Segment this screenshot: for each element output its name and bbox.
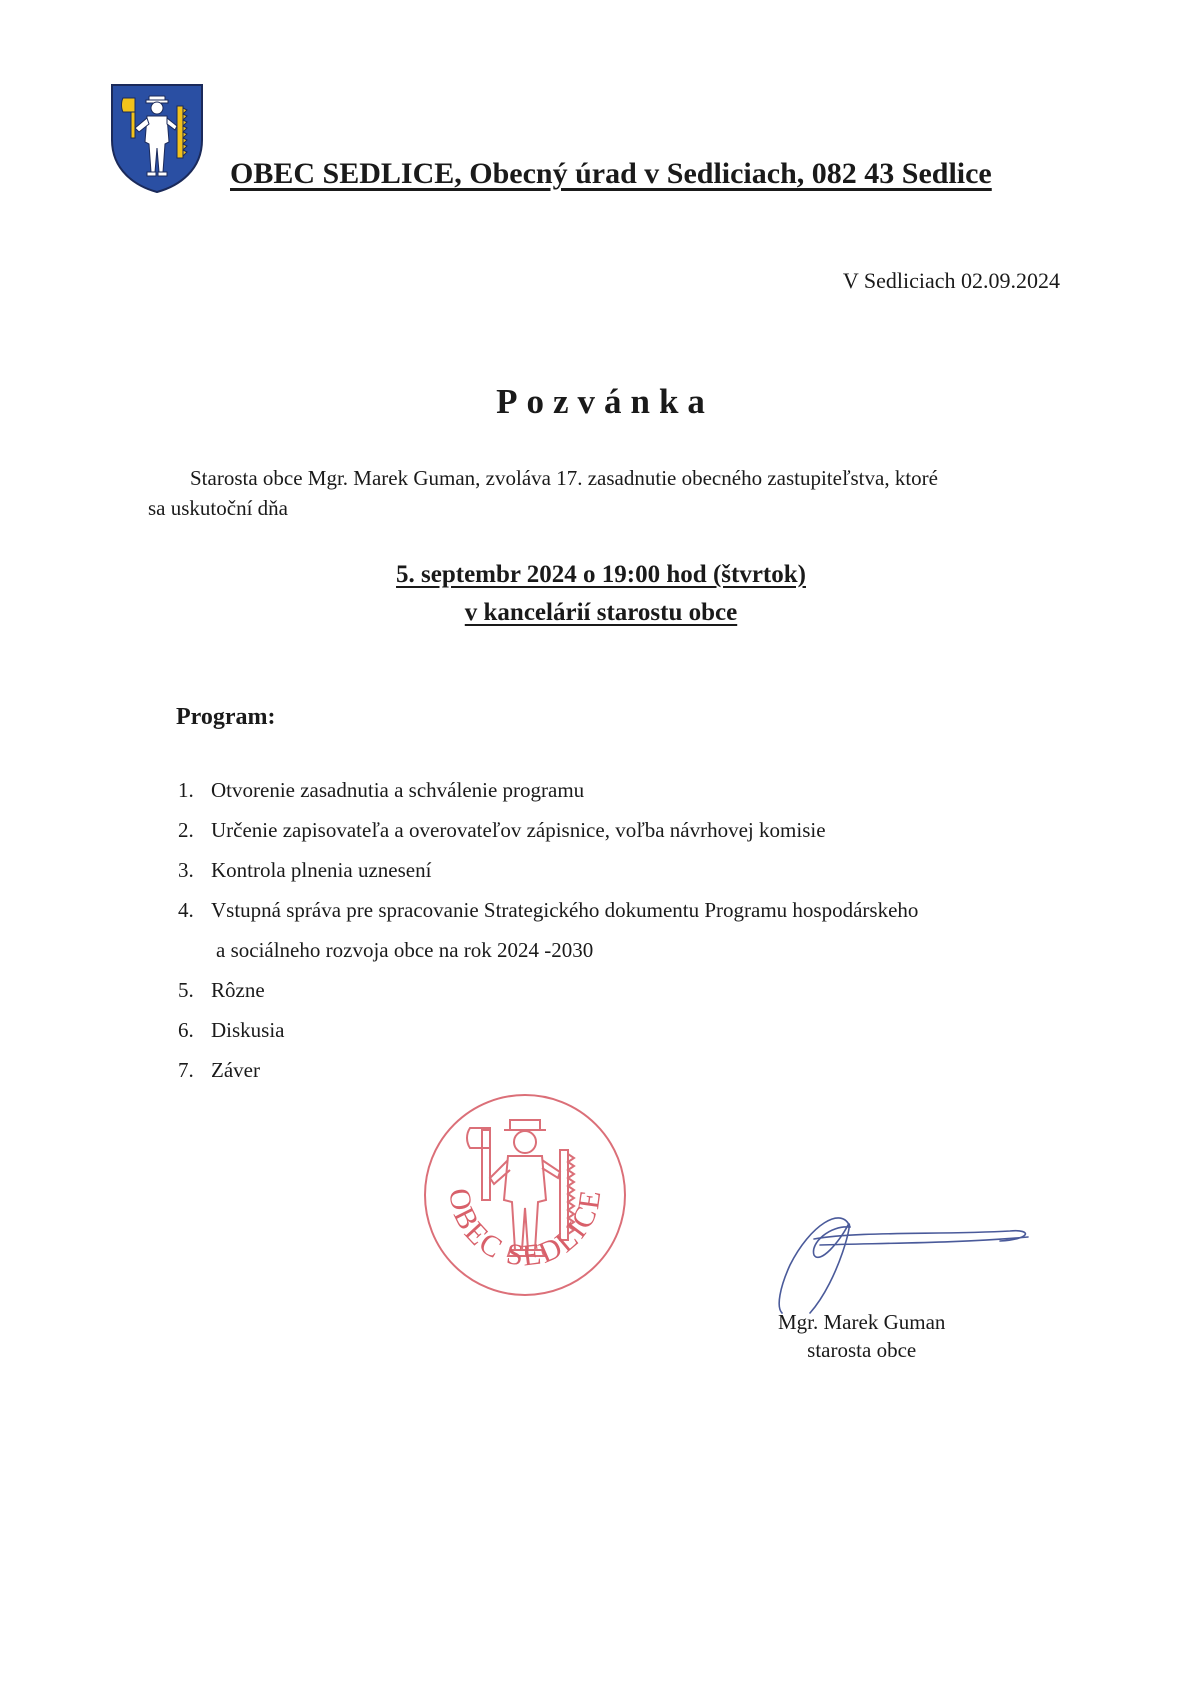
intro-line-1: Starosta obce Mgr. Marek Guman, zvoláva 17. zasadnutie obecného zastupiteľstva, ktoré	[190, 466, 938, 490]
municipality-header: OBEC SEDLICE, Obecný úrad v Sedliciach, 082 43 Sedlice	[230, 157, 992, 190]
agenda-item-text: Rôzne	[211, 978, 265, 1002]
intro-paragraph	[148, 463, 1060, 523]
program-heading: Program:	[176, 704, 276, 730]
agenda-list	[178, 770, 1058, 1090]
agenda-item	[178, 810, 1058, 850]
agenda-item-text: Vstupná správa pre spracovanie Strategického dokumentu Programu hospodárskeho	[211, 898, 919, 922]
meeting-details	[0, 556, 1190, 632]
agenda-item	[178, 970, 1058, 1010]
agenda-item-number: 5.	[178, 978, 194, 1002]
signer-name: Mgr. Marek Guman	[778, 1310, 946, 1334]
signer-block	[778, 1308, 945, 1364]
agenda-item-number: 1.	[178, 778, 194, 802]
agenda-item-text: Záver	[211, 1058, 260, 1082]
agenda-item-text: Určenie zapisovateľa a overovateľov zápisnice, voľba návrhovej komisie	[211, 818, 826, 842]
agenda-item-number: 3.	[178, 858, 194, 882]
coat-of-arms-logo	[109, 82, 205, 194]
agenda-item	[178, 1050, 1058, 1090]
official-stamp	[420, 1090, 630, 1300]
agenda-item	[178, 770, 1058, 810]
meeting-datetime: 5. septembr 2024 o 19:00 hod (štvrtok)	[396, 561, 806, 588]
agenda-item	[178, 850, 1058, 890]
agenda-item-number: 7.	[178, 1058, 194, 1082]
signer-role: starosta obce	[807, 1338, 917, 1362]
agenda-item	[178, 890, 1058, 970]
agenda-item-text: Otvorenie zasadnutia a schválenie programu	[211, 778, 585, 802]
meeting-location: v kancelárií starostu obce	[464, 599, 738, 626]
document-title: Pozvánka	[496, 382, 714, 421]
intro-line-2: sa uskutoční dňa	[148, 496, 288, 520]
agenda-item-text: Kontrola plnenia uznesení	[211, 858, 432, 882]
agenda-item-number: 6.	[178, 1018, 194, 1042]
agenda-item-text: Diskusia	[211, 1018, 285, 1042]
stamp-text: OBEC SEDLICE	[442, 1186, 608, 1273]
agenda-item-text-continued: a sociálneho rozvoja obce na rok 2024 -2030	[216, 938, 594, 962]
handwritten-signature	[770, 1195, 1040, 1325]
agenda-item-number: 2.	[178, 818, 194, 842]
svg-text:OBEC SEDLICE	[442, 1186, 607, 1273]
agenda-item	[178, 1010, 1058, 1050]
agenda-item-number: 4.	[178, 898, 194, 922]
document-date: V Sedliciach 02.09.2024	[842, 268, 1060, 293]
